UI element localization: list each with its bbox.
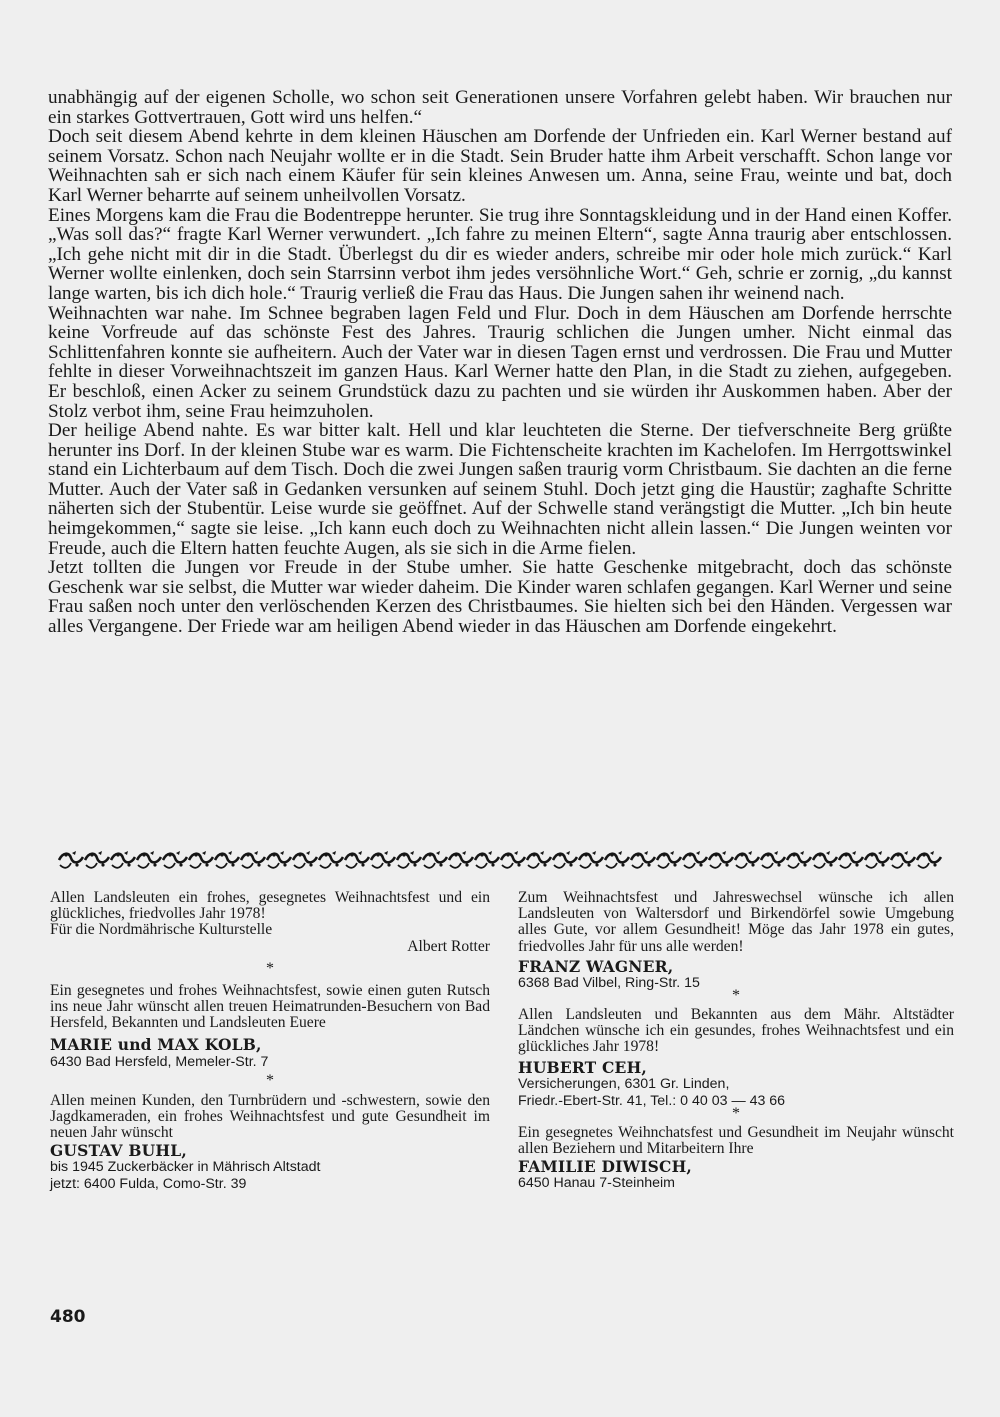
greeting-name: FRANZ WAGNER, bbox=[518, 956, 674, 976]
story-paragraph: Jetzt tollten die Jungen vor Freude in der Stube umher. Sie hatte Geschenke mitgebracht, doch das schönste Geschenk war sie selbst, die Mutter war wieder daheim. Die Kinder waren schlafen gegangen. Karl Werner und seine Frau saßen noch unter den verlöschenden Kerzen des Christbaumes. Sie hielten sich bei den Händen. Vergessen war alles Vergangene. Der Friede war am heiligen Abend wieder in das Häuschen am Dorfende eingekehrt. bbox=[48, 557, 952, 638]
greeting-signature: Albert Rotter bbox=[407, 937, 490, 955]
greeting-text: Allen Landsleuten ein frohes, gesegnetes Weihnachtsfest und ein glückliches, friedvolles Jahr 1978! bbox=[50, 889, 490, 923]
page-number: 480 bbox=[50, 1307, 86, 1327]
story-paragraph: Eines Morgens kam die Frau die Bodentreppe herunter. Sie trug ihre Sonntagskleidung und in der Hand einen Koffer. „Was soll das?“ fragte Karl Werner verwundert. „Ich fahre zu meinen Eltern“, sagte Anna traurig aber entschlossen. „Ich gehe nicht mit dir in die Stadt. Überlegst du dir es wieder anders, schreibe mir oder hole mich zurück.“ Karl Werner wollte einlenken, doch sein Starrsinn verbot ihm jedes versöhnliche Wort.“ Geh, schrie er zornig, „du kannst lange warten, bis ich dich hole.“ Traurig verließ die Frau das Haus. Die Jungen sahen ihr weinend nach. bbox=[48, 204, 952, 304]
story-text bbox=[48, 88, 952, 637]
greeting-name: FAMILIE DIWISCH, bbox=[518, 1157, 693, 1177]
greeting-address: Friedr.-Ebert-Str. 41, Tel.: 0 40 03 — 43 66 bbox=[518, 1092, 786, 1109]
greetings-left-column bbox=[50, 890, 490, 1193]
greeting-address: bis 1945 Zuckerbäcker in Mährisch Altstadt bbox=[50, 1159, 321, 1176]
greeting-address: Versicherungen, 6301 Gr. Linden, bbox=[518, 1075, 730, 1092]
greeting-name: GUSTAV BUHL, bbox=[50, 1141, 187, 1161]
story-paragraph: unabhängig auf der eigenen Scholle, wo schon seit Generationen unsere Vorfahren gelebt haben. Wir brauchen nur ein starkes Gottvertrauen, Gott wird uns helfen.“ bbox=[48, 87, 952, 128]
story-paragraph: Der heilige Abend nahte. Es war bitter kalt. Hell und klar leuchteten die Sterne. Der tiefverschneite Berg grüßte herunter ins Dorf. In der kleinen Stube war es warm. Die Fichtenscheite krachten im Kachelofen. Im Herrgottswinkel stand ein Lichterbaum auf dem Tisch. Doch die zwei Jungen saßen traurig vorm Christbaum. Sie dachten an die ferne Mutter. Auch der Vater saß in Gedanken versunken auf seinem Stuhl. Doch jetzt ging die Haustür; zaghafte Schritte näherten sich der Stubentür. Leise wurde sie geöffnet. Auf der Schwelle stand verängstigt die Mutter. „Ich bin heute heimgekommen,“ sagte sie leise. „Ich kann euch doch zu Weihnachten nicht allein lassen.“ Die Jungen weinten vor Freude, auch die Eltern hatten feuchte Augen, als sie sich in die Arme fielen. bbox=[48, 420, 952, 559]
star-separator: * bbox=[266, 1071, 274, 1089]
story-paragraph: Doch seit diesem Abend kehrte in dem kleinen Häuschen am Dorfende der Unfrieden ein. Karl Werner bestand auf seinem Vorsatz. Schon nach Neujahr wollte er in die Stadt. Sein Bruder hatte ihm Arbeit verschafft. Schon lange vor Weihnachten sah er sich nach einem Käufer für sein kleines Anwesen um. Anna, seine Frau, weinte und bat, doch Karl Werner beharrte auf seinem unheilvollen Vorsatz. bbox=[48, 126, 952, 206]
greeting-address: jetzt: 6400 Fulda, Como-Str. 39 bbox=[50, 1176, 247, 1193]
story-paragraph: Weihnachten war nahe. Im Schnee begraben lagen Feld und Flur. Doch in dem Häuschen am Dorfende herrschte keine Vorfreude auf das schönste Fest des Jahres. Traurig schlichen die Jungen umher. Nicht einmal das Schlittenfahren konnte sie aufheitern. Auch der Vater war in diesen Tagen ernst und verdrossen. Die Frau und Mutter fehlte in dieser Vorweihnachtszeit im ganzen Haus. Karl Werner hatte den Plan, in die Stadt zu ziehen, aufgegeben. Er beschloß, einen Acker zu seinem Grundstück dazu zu pachten und sie würden ihr Auskommen haben. Aber der Stolz verbot ihm, seine Frau heimzuholen. bbox=[48, 302, 952, 422]
ornamental-divider bbox=[58, 849, 942, 871]
greeting-address: 6368 Bad Vilbel, Ring-Str. 15 bbox=[518, 975, 700, 992]
greeting-text: Allen Landsleuten und Bekannten aus dem Mähr. Altstädter Ländchen wünsche ich ein gesundes, frohes Weihnachtsfest und ein glückliches Jahr 1978! bbox=[518, 1006, 954, 1056]
star-separator: * bbox=[732, 987, 740, 1005]
greeting-text: Allen meinen Kunden, den Turnbrüdern und -schwestern, sowie den Jagdkameraden, ein frohes Weihnachtsfest und gute Gesundheit im neuen Jahr wünscht bbox=[50, 1091, 490, 1142]
greeting-name: MARIE und MAX KOLB, bbox=[50, 1035, 262, 1055]
greeting-text: Ein gesegnetes Weihnchatsfest und Gesundheit im Neujahr wünscht allen Beziehern und Mitarbeitern Ihre bbox=[518, 1123, 954, 1158]
star-separator: * bbox=[266, 959, 274, 977]
greeting-address: 6430 Bad Hersfeld, Memeler-Str. 7 bbox=[50, 1053, 269, 1070]
greeting-text: Ein gesegnetes und frohes Weihnachtsfest, sowie einen guten Rutsch ins neue Jahr wünscht allen treuen Heimatrunden-Besuchern von Bad Hersfeld, Bekannten und Landsleuten Euere bbox=[50, 981, 490, 1032]
greeting-text: Für die Nordmährische Kulturstelle bbox=[50, 921, 273, 939]
greeting-text: Zum Weihnachtsfest und Jahreswechsel wünsche ich allen Landsleuten von Waltersdorf und Birkendörfel sowie Umgebung alles Gute, vor allem Gesundheit! Möge das Jahr 1978 ein gutes, friedvolles Jahr für uns alle werden! bbox=[518, 889, 954, 955]
greeting-name: HUBERT CEH, bbox=[518, 1057, 648, 1077]
greeting-address: 6450 Hanau 7-Steinheim bbox=[518, 1175, 675, 1192]
star-separator: * bbox=[732, 1104, 740, 1122]
greetings-right-column bbox=[518, 890, 954, 1192]
